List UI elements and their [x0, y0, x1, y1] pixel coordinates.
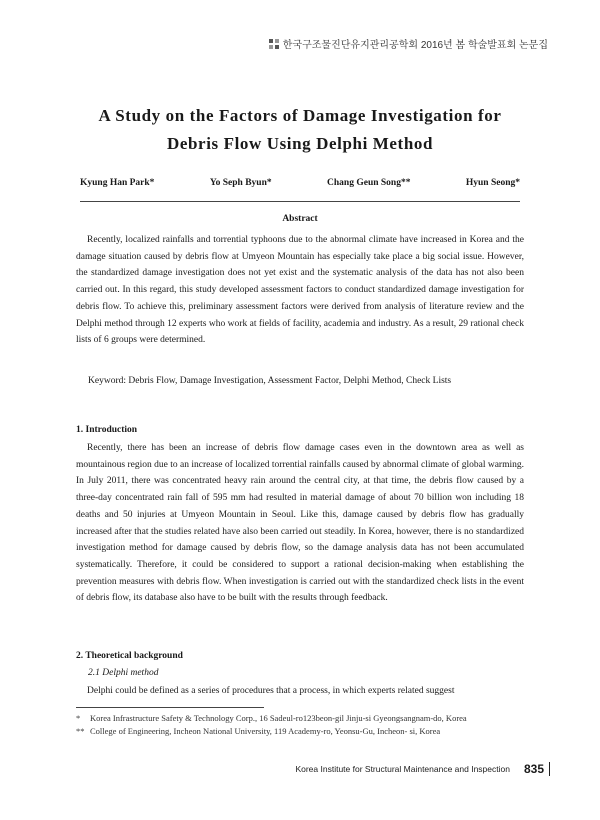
subsection-2-1-heading: 2.1 Delphi method [88, 668, 159, 678]
title-line-2: Debris Flow Using Delphi Method [166, 134, 434, 153]
footnote-text: College of Engineering, Incheon National University, 119 Academy-ro, Yeonsu-Gu, Incheon- si, Korea [90, 726, 441, 736]
author-4: Hyun Seong* [465, 178, 520, 188]
author-divider [80, 201, 520, 202]
header-text: 한국구조물진단유지관리공학회 2016년 봄 학술발표회 논문집 [282, 40, 548, 51]
abstract-heading: Abstract [282, 214, 318, 224]
bullet-icon [269, 39, 279, 49]
abstract-body [76, 232, 524, 349]
section-1-heading: 1. Introduction [76, 425, 138, 435]
running-header [269, 36, 548, 51]
footnotes [76, 712, 526, 738]
section-1-body [76, 440, 524, 607]
title-line-1: A Study on the Factors of Damage Investigation for [98, 106, 502, 125]
section-2-heading: 2. Theoretical background [76, 651, 183, 661]
footer-text: Korea Institute for Structural Maintenance and Inspection [295, 764, 510, 774]
section-1-text: Recently, there has been an increase of debris flow damage cases even in the downtown area as well as mountainous region due to an increase of localized torrential rainfalls caused by abnormal climate of global warming. In July 2011, there was concentrated heavy rain around the central city, at that time, the debris flow caused by a three-day concentrated rain fall of 595 mm had resulted in material damage of about 70 billion won including 18 deaths and 50 injuries at Umyeon Mountain in Seoul. Like this, damage caused by debris flow has gradually increased after that the studies related have also been carried out steadily. In Korea, however, there is no standardized investigation method for damage caused by debris flow, so the damage analysis data has not been accumulated systematically. Therefore, it could be considered to support a rational decision-making when establishing the prevention measures with debris flow. When investigation is carried out with the standardized check lists in the event of debris flow, its database also have to be built with the results through feedback. [76, 443, 524, 604]
page-number: 835 [523, 762, 544, 776]
section-2-body [76, 683, 524, 700]
footnote-mark: ** [76, 726, 85, 736]
keywords: Keyword: Debris Flow, Damage Investigation, Assessment Factor, Delphi Method, Check Lists [88, 376, 452, 386]
footer-divider [549, 762, 550, 776]
footnote [76, 712, 526, 725]
author-2: Yo Seph Byun* [209, 178, 272, 188]
footnote-text: Korea Infrastructure Safety & Technology Corp., 16 Sadeul-ro123beon-gil Jinju-si Gyeongsangnam-do, Korea [90, 713, 467, 723]
author-3: Chang Geun Song** [327, 178, 411, 188]
paper-title [40, 102, 560, 158]
section-2-text: Delphi could be defined as a series of procedures that a process, in which experts related suggest [87, 686, 455, 696]
author-1: Kyung Han Park* [80, 178, 155, 188]
footnote-divider [76, 707, 264, 708]
footnote-mark: * [76, 713, 81, 723]
page-footer [295, 762, 550, 776]
footnote [76, 725, 526, 738]
author-list [80, 178, 520, 188]
abstract-text: Recently, localized rainfalls and torrential typhoons due to the abnormal climate have increased in Korea and the damage situation caused by debris flow at Umyeon Mountain has especially take place a big social issue. However, the standardized damage investigation does not yet exist and the systematic analysis of the data has not also been carried out. In this regard, this study developed assessment factors to conduct standardized damage investigation for debris flow. To achieve this, preliminary assessment factors were derived from analysis of literature review and the Delphi method through 12 experts who work at fields of facility, academia and industry. As a result, 29 rational check lists of 6 groups were determined. [76, 235, 524, 346]
